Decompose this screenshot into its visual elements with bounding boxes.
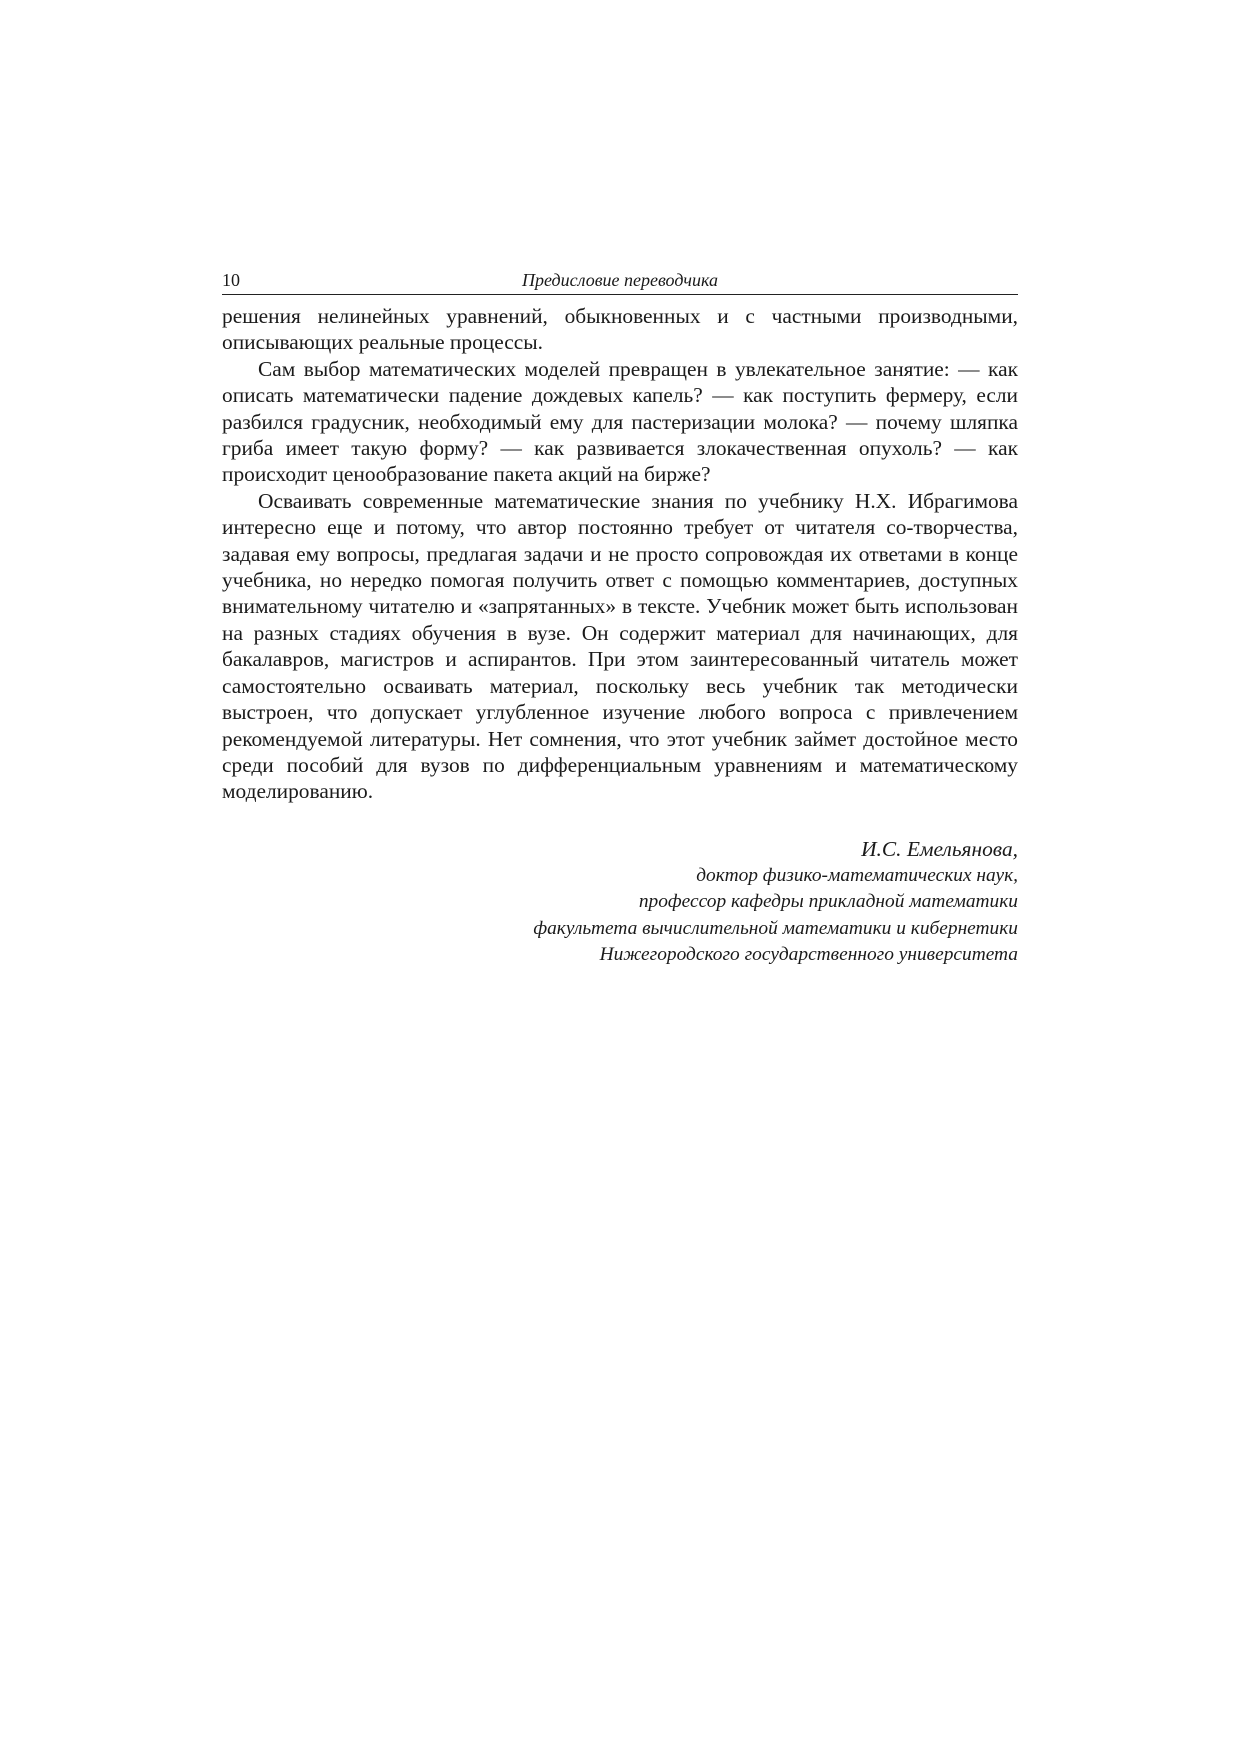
signature-block [222,835,1018,969]
paragraph-continuation: решения нелинейных уравнений, обыкновенных и с частными производными, описывающих реальные процессы. [222,304,1018,355]
signature-name: И.С. Емельянова, [861,836,1018,861]
signature-degree: доктор физико-математических наук, [696,864,1018,886]
paragraph-textbook-review: Осваивать современные математические знания по учебнику Н.Х. Ибрагимова интересно еще и потому, что автор постоянно требует от читателя со-творчества, задавая ему вопросы, предлагая задачи и не просто сопровождая их ответами в конце учебника, но нередко помогая получить ответ с помощью комментариев, доступных внимательному читателю и «запрятанных» в тексте. Учебник может быть использован на разных стадиях обучения в вузе. Он содержит материал для начинающих, для бакалавров, магистров и аспирантов. При этом заинтересованный читатель может самостоятельно осваивать материал, поскольку весь учебник так методически выстроен, что допускает углубленное изучение любого вопроса с привлечением рекомендуемой литературы. Нет сомнения, что этот учебник займет достойное место среди пособий для вузов по дифференциальным уравнениям и математическому моделированию. [222,488,1018,804]
signature-position: профессор кафедры прикладной математики [638,891,1018,913]
header-title: Предисловие переводчика [522,270,718,290]
signature-faculty: факультета вычислительной математики и кибернетики [533,917,1018,939]
running-header [222,268,1018,295]
paragraph-model-selection: Сам выбор математических моделей превращен в увлекательное занятие: — как описать математически падение дождевых капель? — как поступить фермеру, если разбился градусник, необходимый ему для пастеризации молока? — почему шляпка гриба имеет такую форму? — как развивается злокачественная опухоль? — как происходит ценообразование пакета акций на бирже? [222,356,1018,487]
signature-university: Нижегородского государственного университета [599,944,1018,966]
body-text [222,303,1018,805]
page-number: 10 [222,270,240,290]
document-page [222,268,1018,969]
